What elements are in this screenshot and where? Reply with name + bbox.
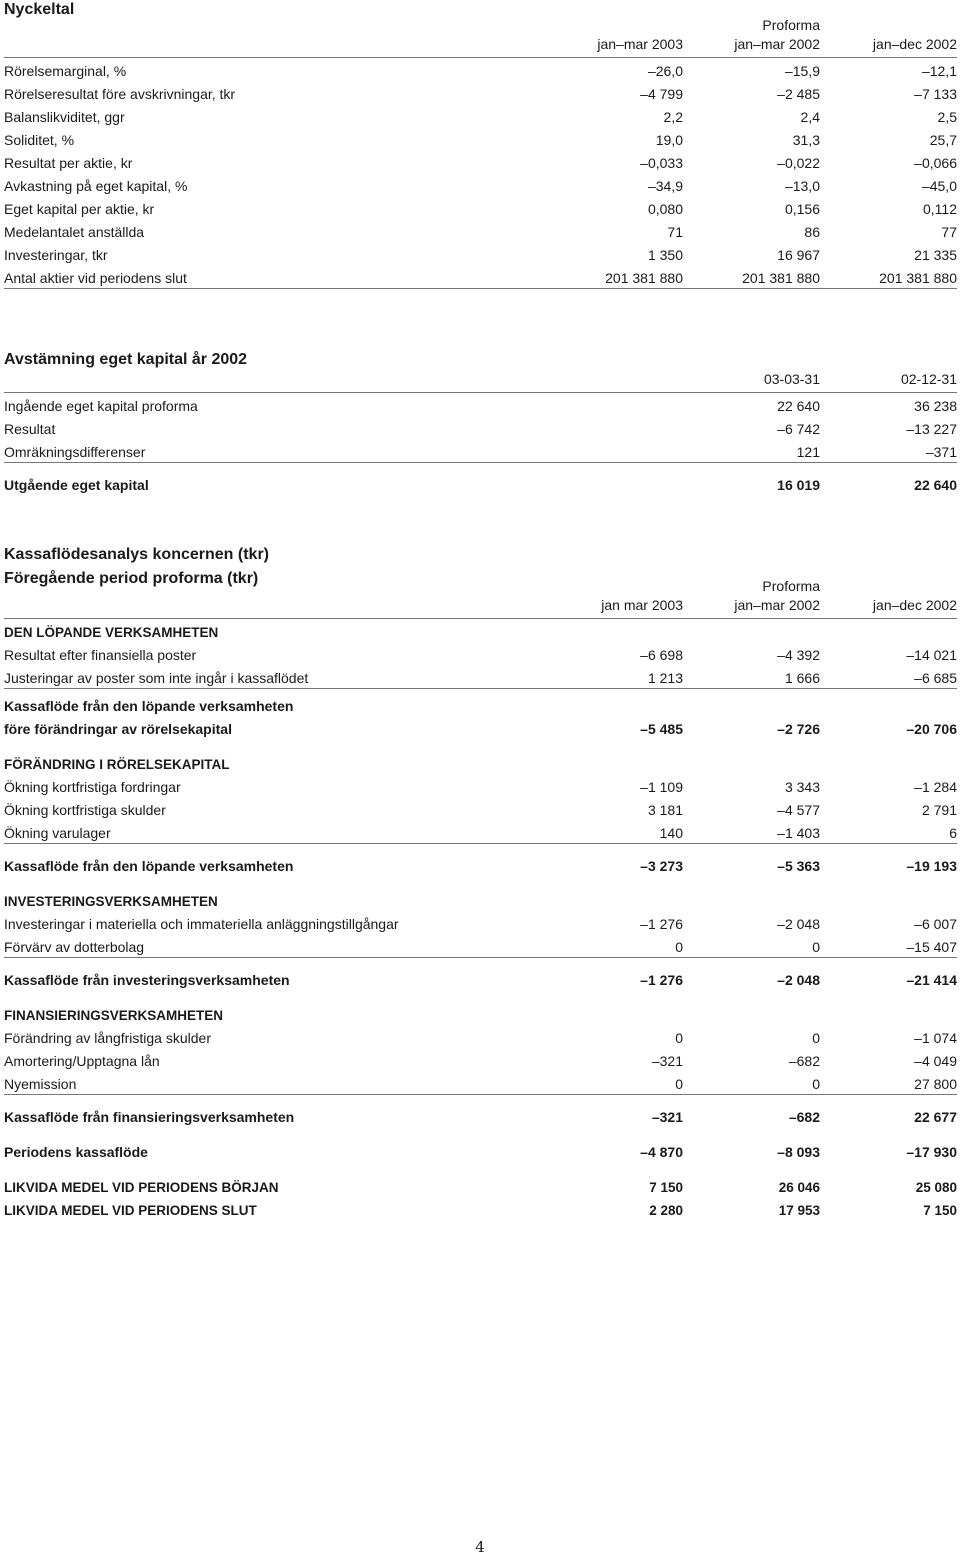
- row-label: Investeringar i materiella och immateriella anläggningstillgångar: [4, 916, 399, 932]
- row-value: –15 407: [906, 939, 957, 955]
- row-value: 16 967: [777, 247, 820, 263]
- table-row: [4, 797, 957, 820]
- row-label: Förvärv av dotterbolag: [4, 939, 145, 955]
- table-row: [4, 196, 957, 219]
- row-value: 71: [667, 224, 683, 240]
- row-value: 7 150: [923, 1203, 957, 1218]
- section-heading: [4, 751, 957, 774]
- finansiering-table: [4, 1025, 957, 1095]
- row-value: –21 414: [906, 972, 957, 988]
- kassaflode-title: Kassaflödesanalys koncernen (tkr): [4, 546, 269, 563]
- row-value: 22 640: [914, 477, 957, 493]
- row-value: –17 930: [906, 1144, 957, 1160]
- table-row: [4, 1071, 957, 1094]
- lopande-table: [4, 642, 957, 689]
- row-label: Rörelsemarginal, %: [4, 63, 127, 79]
- row-value: –5 363: [777, 858, 820, 874]
- row-value: 0: [675, 939, 683, 955]
- row-label: Medelantalet anställda: [4, 224, 145, 240]
- row-value: 26 046: [778, 1180, 820, 1195]
- row-label: Nyemission: [4, 1076, 77, 1092]
- table-row: [4, 173, 957, 196]
- col-header-proforma: Proforma: [762, 578, 820, 594]
- row-value: –2 485: [777, 86, 820, 102]
- row-value: 2,4: [800, 109, 820, 125]
- row-label: Ingående eget kapital proforma: [4, 398, 198, 414]
- row-value: –1 403: [777, 825, 820, 841]
- row-value: 0: [675, 1076, 683, 1092]
- row-label: Rörelseresultat före avskrivningar, tkr: [4, 86, 236, 102]
- row-value: 25,7: [929, 132, 957, 148]
- row-value: –6 698: [640, 647, 683, 663]
- row-value: 19,0: [655, 132, 683, 148]
- row-value: 86: [804, 224, 820, 240]
- row-label: Utgående eget kapital: [4, 477, 149, 493]
- row-label: Förändring av långfristiga skulder: [4, 1030, 211, 1046]
- nyckeltal-table: [4, 58, 957, 289]
- row-label: Periodens kassaflöde: [4, 1144, 148, 1160]
- row-value: 2 280: [649, 1203, 683, 1218]
- total-row: [4, 1104, 957, 1127]
- table-row: [4, 642, 957, 665]
- avstamning-section: [4, 350, 957, 495]
- row-label: Antal aktier vid periodens slut: [4, 270, 187, 286]
- row-value: 2,5: [937, 109, 957, 125]
- table-row: [4, 439, 957, 462]
- row-value: –682: [788, 1109, 820, 1125]
- row-value: –0,033: [640, 155, 683, 171]
- row-label: Amortering/Upptagna lån: [4, 1053, 160, 1069]
- row-value: 16 019: [777, 477, 820, 493]
- row-value: –8 093: [777, 1144, 820, 1160]
- table-row: [4, 150, 957, 173]
- row-label: Resultat: [4, 421, 56, 437]
- row-value: 201 381 880: [605, 270, 683, 286]
- periodens-kassaflode-row: [4, 1139, 957, 1162]
- heading-label: FINANSIERINGSVERKSAMHETEN: [4, 1008, 224, 1023]
- row-value: –2 726: [777, 721, 820, 737]
- avstamning-total-row: [4, 472, 957, 495]
- row-value: –321: [651, 1053, 683, 1069]
- likvida-slut-row: [4, 1197, 957, 1220]
- row-value: 0,112: [923, 201, 957, 217]
- row-value: –1 276: [640, 972, 683, 988]
- row-value: –1 276: [640, 916, 683, 932]
- row-value: 201 381 880: [879, 270, 957, 286]
- section-heading: [4, 1002, 957, 1025]
- row-value: –4 392: [777, 647, 820, 663]
- subtotal-row-line2: [4, 716, 957, 739]
- row-value: 0: [812, 1076, 820, 1092]
- row-value: –1 284: [914, 779, 957, 795]
- row-label: LIKVIDA MEDEL VID PERIODENS BÖRJAN: [4, 1180, 279, 1195]
- row-value: –6 007: [914, 916, 957, 932]
- row-label: Resultat efter finansiella poster: [4, 647, 197, 663]
- row-label: Justeringar av poster som inte ingår i kassaflödet: [4, 670, 309, 686]
- heading-label: INVESTERINGSVERKSAMHETEN: [4, 894, 218, 909]
- row-value: –26,0: [647, 63, 683, 79]
- row-value: 77: [941, 224, 957, 240]
- row-value: 25 080: [915, 1180, 957, 1195]
- row-value: 21 335: [914, 247, 957, 263]
- row-value: –6 685: [914, 670, 957, 686]
- row-value: –2 048: [777, 972, 820, 988]
- row-value: –682: [788, 1053, 820, 1069]
- row-value: –1 109: [640, 779, 683, 795]
- row-value: –371: [925, 444, 957, 460]
- row-value: 2,2: [663, 109, 683, 125]
- row-value: –0,066: [914, 155, 957, 171]
- row-label: Balanslikviditet, ggr: [4, 109, 125, 125]
- row-value: 0: [812, 1030, 820, 1046]
- row-value: 0,156: [784, 201, 820, 217]
- kassaflode-subtitle: Föregående period proforma (tkr): [4, 570, 259, 587]
- row-value: –12,1: [921, 63, 957, 79]
- row-value: –4 049: [914, 1053, 957, 1069]
- row-value: 140: [659, 825, 683, 841]
- col-header-proforma: Proforma: [762, 17, 820, 33]
- table-row: [4, 58, 957, 81]
- row-value: 3 343: [784, 779, 820, 795]
- heading-label: FÖRÄNDRING I RÖRELSEKAPITAL: [4, 757, 230, 772]
- total-row: [4, 967, 957, 990]
- section-heading: [4, 619, 957, 642]
- row-label: Eget kapital per aktie, kr: [4, 201, 155, 217]
- row-label: Kassaflöde från investeringsverksamheten: [4, 972, 290, 988]
- row-value: –13 227: [906, 421, 957, 437]
- row-value: 36 238: [914, 398, 957, 414]
- row-value: 27 800: [914, 1076, 957, 1092]
- nyckeltal-section: [4, 0, 957, 289]
- row-label: Kassaflöde från finansieringsverksamheten: [4, 1109, 295, 1125]
- row-value: 22 677: [914, 1109, 957, 1125]
- section-heading: [4, 888, 957, 911]
- row-value: –4 870: [640, 1144, 683, 1160]
- row-label: Ökning varulager: [4, 825, 111, 841]
- rorelsekapital-table: [4, 774, 957, 844]
- col-header-02-12-31: 02-12-31: [900, 371, 957, 387]
- row-value: –20 706: [906, 721, 957, 737]
- table-row: [4, 820, 957, 843]
- row-label: Ökning kortfristiga fordringar: [4, 779, 181, 795]
- table-row: [4, 934, 957, 957]
- row-value: –45,0: [921, 178, 957, 194]
- row-value: –34,9: [647, 178, 683, 194]
- row-label: Kassaflöde från den löpande verksamheten: [4, 698, 294, 714]
- row-value: 31,3: [792, 132, 820, 148]
- row-label: LIKVIDA MEDEL VID PERIODENS SLUT: [4, 1203, 257, 1218]
- nyckeltal-header: [4, 17, 957, 58]
- table-row: [4, 265, 957, 288]
- row-value: –5 485: [640, 721, 683, 737]
- table-row: [4, 81, 957, 104]
- table-row: [4, 774, 957, 797]
- row-value: 7 150: [649, 1180, 683, 1195]
- row-value: 3 181: [647, 802, 683, 818]
- row-value: –1 074: [914, 1030, 957, 1046]
- row-value: –0,022: [777, 155, 820, 171]
- row-value: –13,0: [784, 178, 820, 194]
- row-value: 1 350: [647, 247, 683, 263]
- avstamning-table: [4, 393, 957, 463]
- row-value: –7 133: [914, 86, 957, 102]
- nyckeltal-title: Nyckeltal: [4, 1, 75, 18]
- avstamning-header: [4, 370, 957, 393]
- avstamning-title: Avstämning eget kapital år 2002: [4, 351, 248, 368]
- row-value: 1 666: [784, 670, 820, 686]
- row-value: 121: [796, 444, 820, 460]
- row-value: –2 048: [777, 916, 820, 932]
- subtotal-row-line1: [4, 693, 957, 716]
- row-value: –6 742: [777, 421, 820, 437]
- row-value: –321: [651, 1109, 683, 1125]
- row-label: före förändringar av rörelsekapital: [4, 721, 232, 737]
- row-value: 0: [812, 939, 820, 955]
- row-value: 0,080: [647, 201, 683, 217]
- table-row: [4, 416, 957, 439]
- table-row: [4, 665, 957, 688]
- row-label: Kassaflöde från den löpande verksamheten: [4, 858, 294, 874]
- table-row: [4, 104, 957, 127]
- row-value: –4 577: [777, 802, 820, 818]
- table-row: [4, 1025, 957, 1048]
- investering-table: [4, 911, 957, 958]
- row-value: –15,9: [784, 63, 820, 79]
- col-header-03-03-31: 03-03-31: [763, 371, 820, 387]
- col-header-2002: jan–mar 2002: [734, 597, 820, 613]
- row-value: –19 193: [906, 858, 957, 874]
- table-row: [4, 219, 957, 242]
- row-label: Soliditet, %: [4, 132, 75, 148]
- kassaflode-section: [4, 545, 957, 1220]
- col-header-2003: jan mar 2003: [601, 597, 683, 613]
- table-row: [4, 127, 957, 150]
- col-header-2003: jan–mar 2003: [597, 36, 683, 52]
- col-header-full-2002: jan–dec 2002: [872, 36, 957, 52]
- row-label: Omräkningsdifferenser: [4, 444, 146, 460]
- row-label: Ökning kortfristiga skulder: [4, 802, 166, 818]
- table-row: [4, 393, 957, 416]
- row-value: 2 791: [921, 802, 957, 818]
- row-label: Resultat per aktie, kr: [4, 155, 133, 171]
- col-header-full-2002: jan–dec 2002: [872, 597, 957, 613]
- row-value: 0: [675, 1030, 683, 1046]
- row-value: –14 021: [906, 647, 957, 663]
- heading-label: DEN LÖPANDE VERKSAMHETEN: [4, 625, 219, 640]
- row-value: –4 799: [640, 86, 683, 102]
- total-row: [4, 853, 957, 876]
- row-value: 6: [949, 825, 957, 841]
- row-label: Investeringar, tkr: [4, 247, 108, 263]
- col-header-2002: jan–mar 2002: [734, 36, 820, 52]
- row-value: 1 213: [647, 670, 683, 686]
- kassaflode-header: [4, 565, 957, 619]
- row-value: 201 381 880: [742, 270, 820, 286]
- row-value: 17 953: [778, 1203, 820, 1218]
- table-row: [4, 911, 957, 934]
- table-row: [4, 1048, 957, 1071]
- table-row: [4, 242, 957, 265]
- row-value: –3 273: [640, 858, 683, 874]
- page-number: 4: [475, 1538, 485, 1556]
- row-value: 22 640: [777, 398, 820, 414]
- row-label: Avkastning på eget kapital, %: [4, 178, 188, 194]
- likvida-borjan-row: [4, 1174, 957, 1197]
